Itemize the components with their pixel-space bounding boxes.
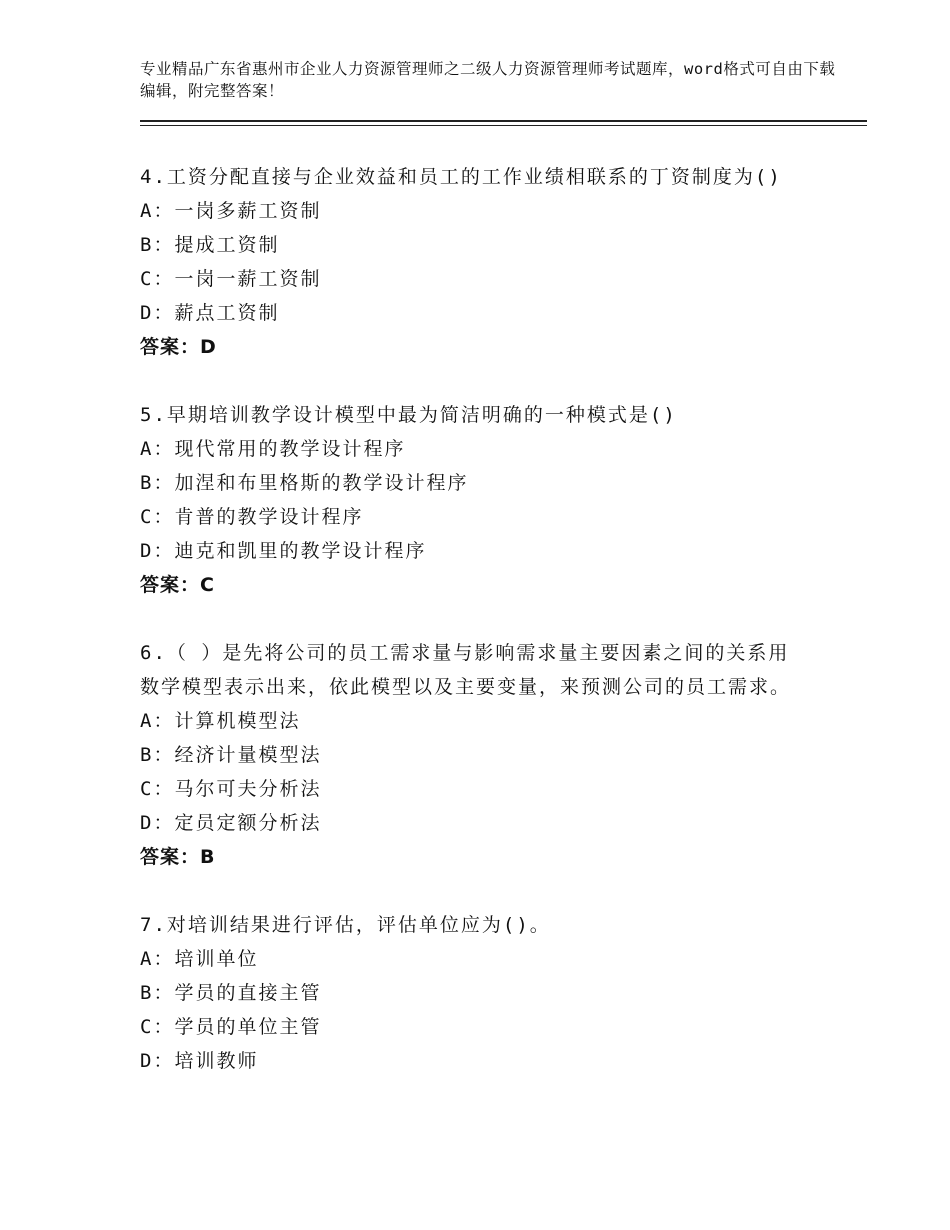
option-b: B：提成工资制 [140, 234, 280, 256]
question-7 [140, 908, 820, 1078]
option-a: A：一岗多薪工资制 [140, 200, 322, 222]
question-5 [140, 398, 820, 602]
header-divider-thin [140, 125, 867, 126]
option-b: B：经济计量模型法 [140, 744, 322, 766]
option-a: A：现代常用的教学设计程序 [140, 438, 406, 460]
answer-label: 答案：D [140, 336, 217, 358]
header-divider-thick [140, 120, 867, 122]
option-a: A：培训单位 [140, 948, 259, 970]
option-b: B：加涅和布里格斯的教学设计程序 [140, 472, 469, 494]
option-c: C：学员的单位主管 [140, 1016, 322, 1038]
question-list [140, 160, 820, 1112]
document-header: 专业精品广东省惠州市企业人力资源管理师之二级人力资源管理师考试题库，word格式可自由下载编辑，附完整答案！ [140, 60, 836, 100]
question-stem: 4.工资分配直接与企业效益和员工的工作业绩相联系的丁资制度为() [140, 166, 782, 188]
option-c: C：肯普的教学设计程序 [140, 506, 364, 528]
question-4 [140, 160, 820, 364]
option-c: C：一岗一薪工资制 [140, 268, 322, 290]
option-a: A：计算机模型法 [140, 710, 301, 732]
question-stem: 7.对培训结果进行评估，评估单位应为()。 [140, 914, 551, 936]
option-d: D：定员定额分析法 [140, 812, 322, 834]
question-stem: 5.早期培训教学设计模型中最为简洁明确的一种模式是() [140, 404, 677, 426]
option-d: D：薪点工资制 [140, 302, 280, 324]
answer-label: 答案：B [140, 846, 216, 868]
answer-label: 答案：C [140, 574, 215, 596]
question-6 [140, 636, 820, 874]
option-b: B：学员的直接主管 [140, 982, 322, 1004]
option-d: D：迪克和凯里的教学设计程序 [140, 540, 427, 562]
question-stem: 6.（ ）是先将公司的员工需求量与影响需求量主要因素之间的关系用数学模型表示出来，依此模型以及主要变量，来预测公司的员工需求。 [140, 642, 792, 698]
option-c: C：马尔可夫分析法 [140, 778, 322, 800]
option-d: D：培训教师 [140, 1050, 259, 1072]
